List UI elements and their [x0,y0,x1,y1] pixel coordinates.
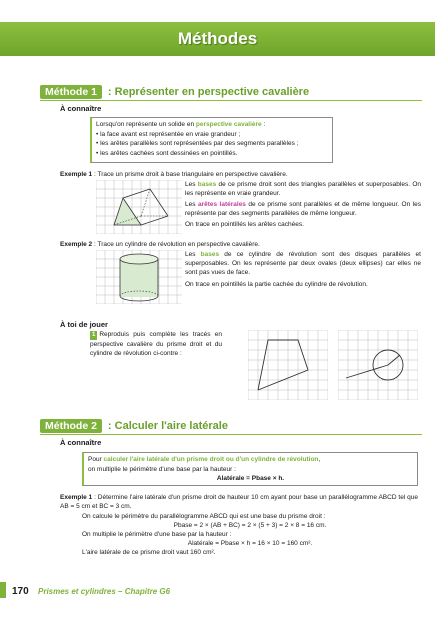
definition-list [96,130,328,159]
list-item: • la face avant est représentée en vraie grandeur ; [96,130,328,140]
example-1-explanation: Les bases de ce prisme droit sont des triangles parallèles et superposables. On les représente en vraie grandeur. Les arêtes latérales de ce prisme sont parallèles et de même longueur. On les représente par des segments parallèles de même longueur. On trace en pointillés les arêtes cachées. [185,181,421,228]
example-1: Exemple 1 : Trace un prisme droit à base triangulaire en perspective cavalière. [60,171,288,178]
list-item: • les arêtes parallèles sont représentées par des segments parallèles ; [96,139,328,149]
page-title: Méthodes [177,29,258,48]
method-1-title: : Représenter en perspective cavalière [107,86,310,98]
definition-box [90,117,333,163]
exercise-1: 1 Reproduis puis complète les tracés en perspective cavalière du prisme droit et du cylindre de révolution ci-contre : [90,331,222,357]
divider [40,100,422,101]
subhead-a-connaitre: À connaître [60,438,102,447]
method-2-heading [40,418,228,434]
divider [40,434,422,435]
example-2: Exemple 2 : Trace un cylindre de révolution en perspective cavalière. [60,241,260,248]
page-banner [0,22,435,56]
example-2-explanation: Les bases de ce cylindre de révolution sont des disques parallèles et superposables. On les représente par deux ovales (deux ellipses) car elles ne sont pas vues de face. On trace en pointillés la partie cachée du cylindre de révolution. [185,251,421,288]
exercise-grid-cylinder [338,330,418,400]
list-item: • les arêtes cachées sont dessinées en pointillés. [96,149,328,159]
footer-bar [0,582,6,598]
rule-box: Pour calculer l'aire latérale d'un prisme droit ou d'un cylindre de révolution, on multiplie le périmètre d'une base par la hauteur : Alatérale = Pbase × h. [82,452,418,486]
subhead-a-toi-de-jouer: À toi de jouer [60,320,108,329]
cylinder-figure [96,250,182,304]
prism-figure [96,180,182,234]
method-2-tag: Méthode 2 [40,419,102,433]
method-1-heading [40,84,309,100]
example-3-solution: On calcule le périmètre du parallélogramme ABCD qui est une base du prisme droit : Pbase = 2 × (AB + BC) = 2 × (5 + 3) = 2 × 8 = 16 cm. On multiplie le périmètre d'une base par la hauteur : Alatérale = Pbase × h = 16 × 10 = 160 cm². L'aire latérale de ce prisme droit vaut 160 cm². [82,513,327,556]
method-2-title: : Calculer l'aire latérale [107,420,228,432]
example-3: Exemple 1 : Détermine l'aire latérale d'un prisme droit de hauteur 10 cm ayant pour base un parallélogramme ABCD tel que AB = 5 cm et BC = 3 cm. [60,494,418,510]
chapter-label: Prismes et cylindres – Chapitre G6 [38,587,171,596]
exercise-number-badge: 1 [92,332,96,338]
page-number: 170 [12,586,29,597]
subhead-a-connaitre: À connaître [60,104,102,113]
rule-formula: Alatérale = Pbase × h. [216,475,285,482]
exercise-grid-prism [248,330,328,400]
method-1-tag: Méthode 1 [40,85,102,99]
definition-intro: Lorsqu'on représente un solide en perspective cavalière : [96,121,266,128]
